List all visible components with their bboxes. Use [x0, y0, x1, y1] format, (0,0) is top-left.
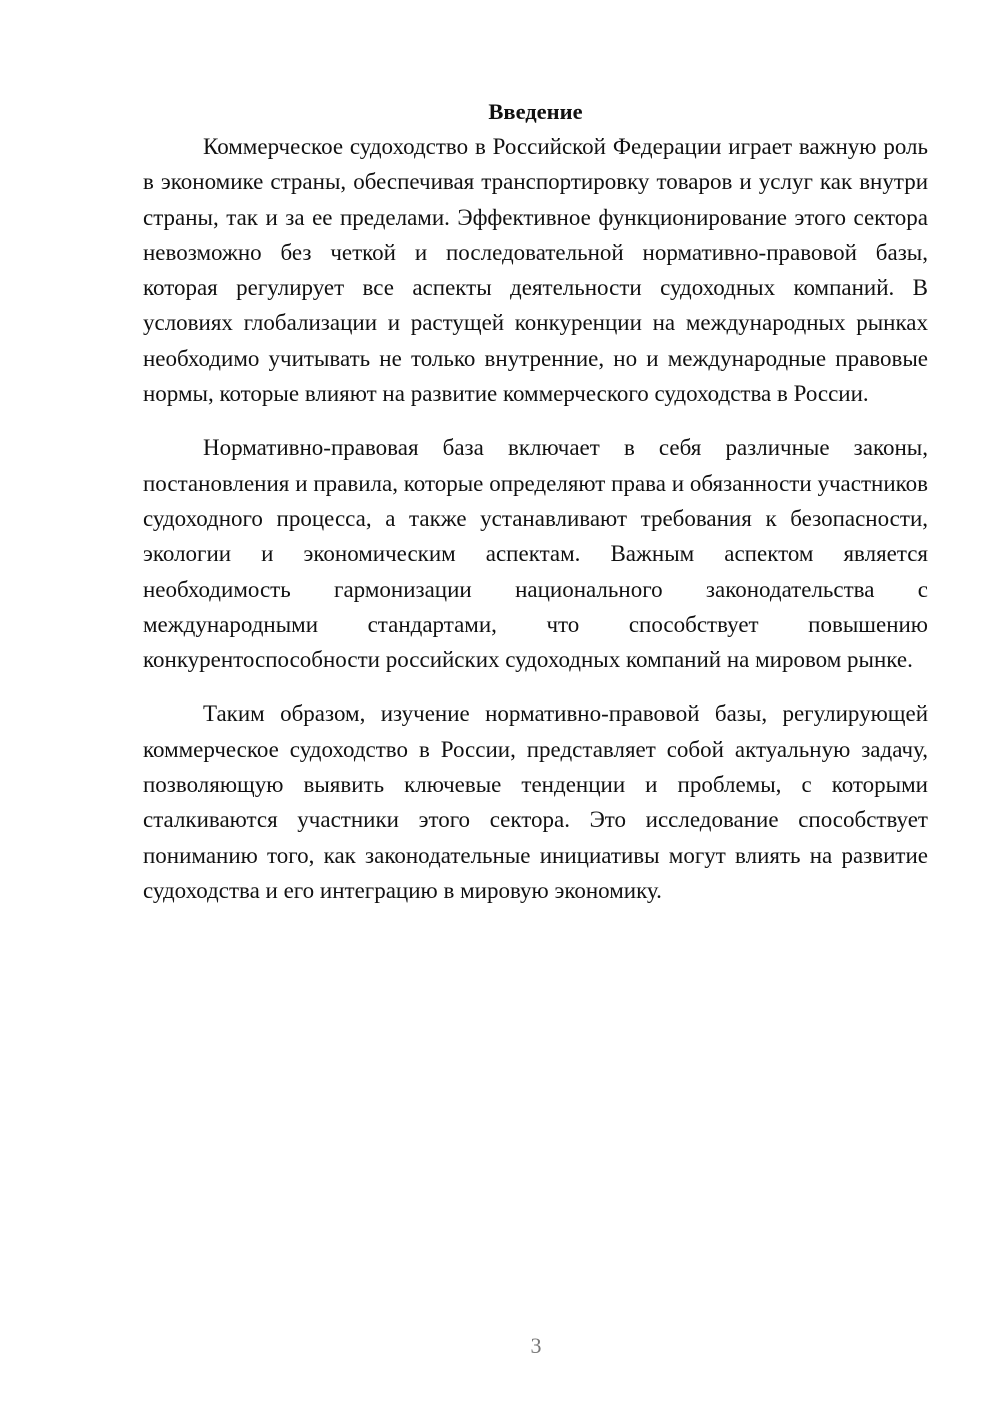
page-content: [143, 94, 928, 908]
section-heading: Введение: [488, 99, 583, 124]
paragraph-2: Нормативно-правовая база включает в себя различные законы, постановления и правила, которые определяют права и обязанности участников судоходного процесса, а также устанавливают требования к безопасности, экологии и экономическим аспектам. Важным аспектом является необходимость гармонизации национального законодательства с международными стандартами, что способствует повышению конкурентоспособности российских судоходных компаний на мировом рынке.: [143, 435, 928, 673]
page-number: 3: [530, 1333, 542, 1358]
paragraph-3: Таким образом, изучение нормативно-правовой базы, регулирующей коммерческое судоходство в России, представляет собой актуальную задачу, позволяющую выявить ключевые тенденции и проблемы, с которыми сталкиваются участники этого сектора. Это исследование способствует пониманию того, как законодательные инициативы могут влиять на развитие судоходства и его интеграцию в мировую экономику.: [143, 701, 928, 903]
paragraph-1: Коммерческое судоходство в Российской Федерации играет важную роль в экономике страны, обеспечивая транспортировку товаров и услуг как внутри страны, так и за ее пределами. Эффективное функционирование этого сектора невозможно без четкой и последовательной нормативно-правовой базы, которая регулирует все аспекты деятельности судоходных компаний. В условиях глобализации и растущей конкуренции на международных рынках необходимо учитывать не только внутренние, но и международные правовые нормы, которые влияют на развитие коммерческого судоходства в России.: [143, 134, 928, 407]
